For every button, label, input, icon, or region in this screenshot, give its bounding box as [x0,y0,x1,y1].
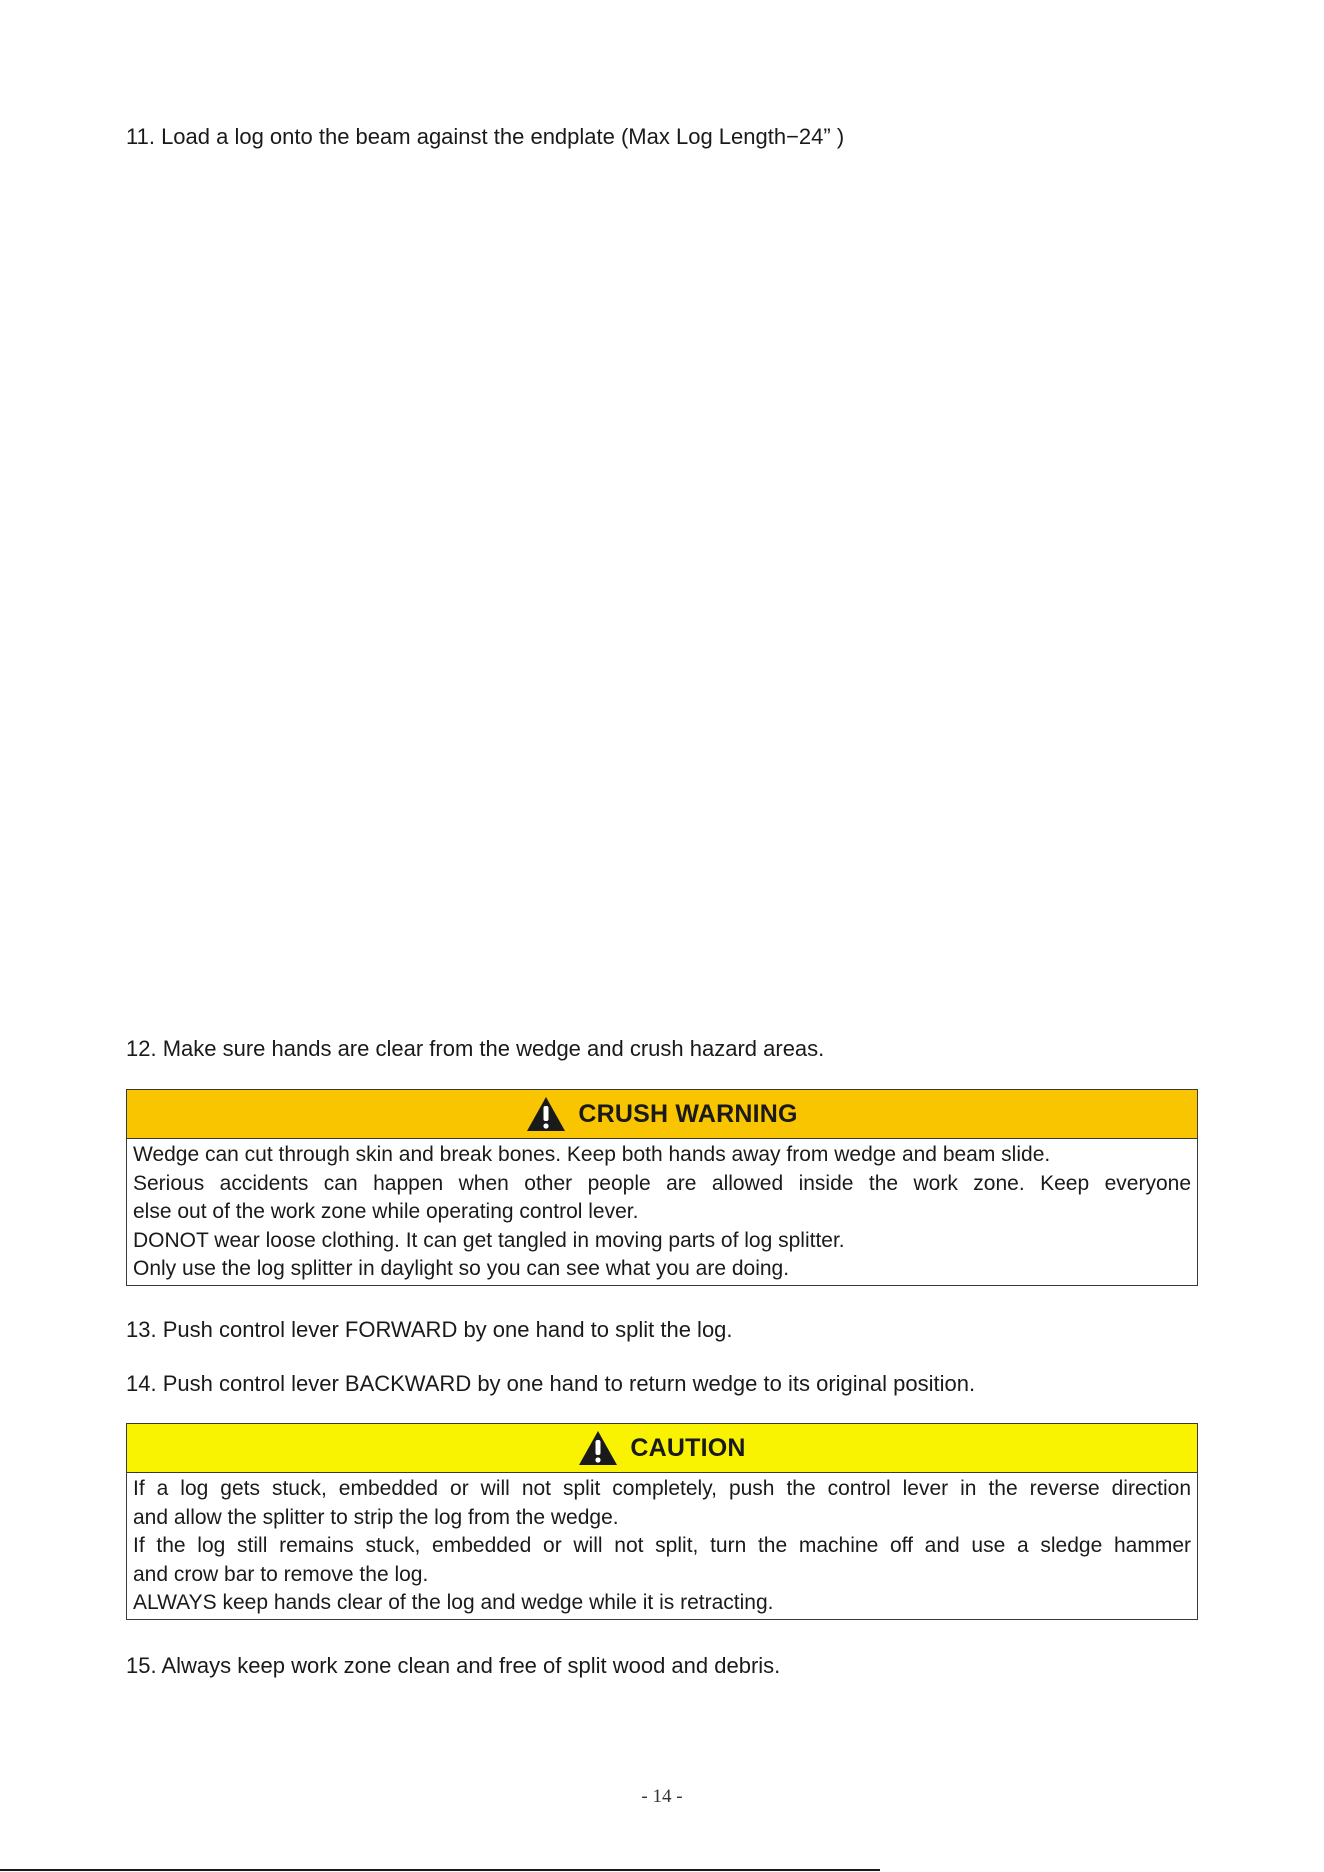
caution-line: If the log still remains stuck, embedded or will not split, turn the machine off and use a sledge hammer [133,1534,1191,1557]
caution-line: and crow bar to remove the log. [133,1562,429,1586]
bottom-rule [0,1869,880,1871]
warning-triangle-icon [526,1096,566,1132]
caution-header [127,1424,1197,1473]
caution-line: ALWAYS keep hands clear of the log and wedge while it is retracting. [133,1591,774,1614]
crush-warning-line: DONOT wear loose clothing. It can get tangled in moving parts of log splitter. [133,1228,845,1252]
crush-warning-header [127,1090,1197,1139]
crush-warning-box [126,1089,1198,1286]
crush-warning-line: else out of the work zone while operating control lever. [133,1200,639,1223]
crush-warning-body [127,1139,1197,1288]
caution-box [126,1423,1198,1620]
step-13-text: 13. Push control lever FORWARD by one hand to split the log. [126,1317,733,1342]
step-14-text: 14. Push control lever BACKWARD by one hand to return wedge to its original position. [126,1371,976,1396]
step-11-text: 11. Load a log onto the beam against the endplate (Max Log Length−24” ) [126,124,845,149]
caution-line: and allow the splitter to strip the log from the wedge. [133,1505,619,1529]
caution-body [127,1473,1197,1622]
crush-warning-line: Serious accidents can happen when other people are allowed inside the work zone. Keep everyone [133,1171,1191,1195]
crush-warning-title: CRUSH WARNING [578,1099,798,1128]
crush-warning-line: Wedge can cut through skin and break bones. Keep both hands away from wedge and beam slide. [133,1143,1051,1166]
caution-line: If a log gets stuck, embedded or will not split completely, push the control lever in the reverse direction [133,1477,1191,1500]
page-number: - 14 - [641,1786,683,1807]
caution-title: CAUTION [630,1433,746,1462]
warning-triangle-icon [578,1430,618,1466]
step-12-text: 12. Make sure hands are clear from the wedge and crush hazard areas. [126,1036,825,1061]
step-15-text: 15. Always keep work zone clean and free of split wood and debris. [126,1653,781,1678]
crush-warning-line: Only use the log splitter in daylight so you can see what you are doing. [133,1257,790,1280]
